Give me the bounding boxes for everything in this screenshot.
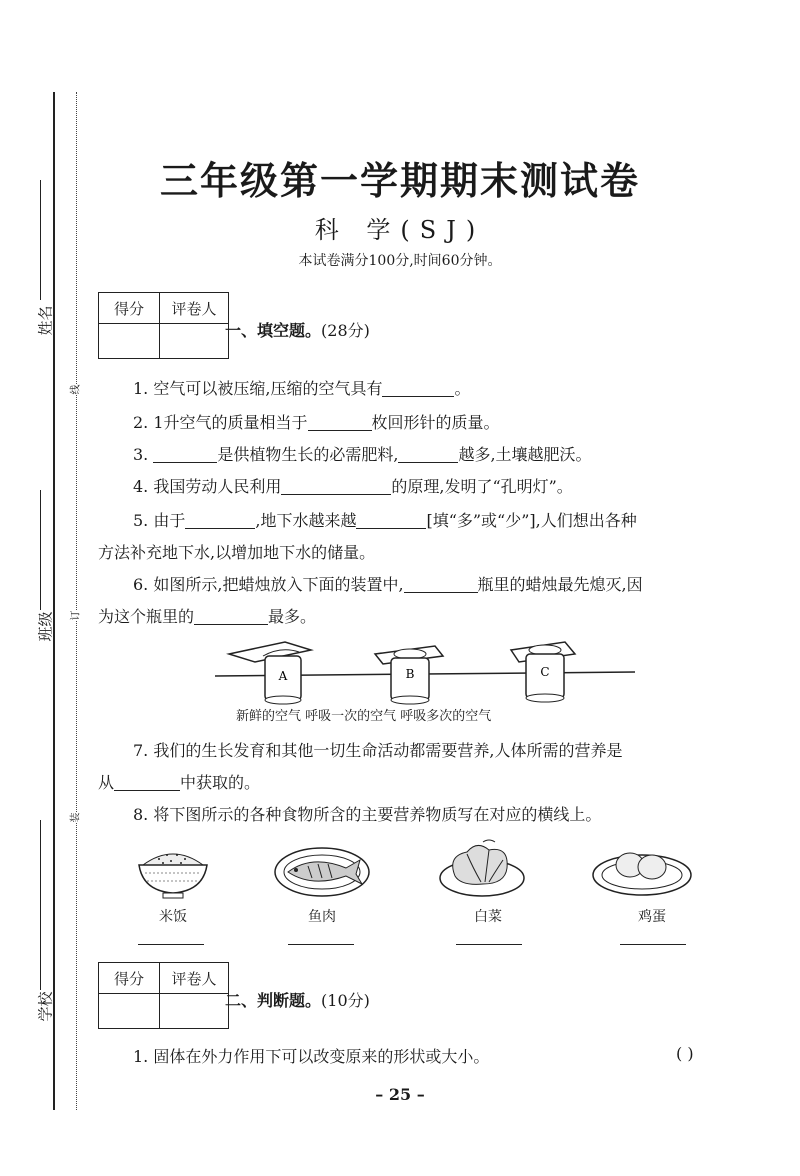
score-box-1 [98,292,229,359]
question-1-5-cont: 方法补充地下水,以增加地下水的储量。 [98,543,376,562]
class-field[interactable] [26,490,55,650]
food-answer-egg[interactable] [620,944,686,945]
answer-blank[interactable] [281,478,391,495]
question-1-1: 1. 空气可以被压缩,压缩的空气具有 。 [133,379,471,398]
fish-plate-image [272,842,372,900]
food-label-cabbage: 白菜 [474,909,502,925]
exam-note: 本试卷满分100分,时间60分钟。 [298,253,502,269]
question-1-3: 3. 是供植物生长的必需肥料, 越多,土壤越肥沃。 [133,445,592,464]
grader-header: 评卷人 [160,963,229,994]
exam-title: 三年级第一学期期末测试卷 [159,158,640,203]
grader-cell[interactable] [160,994,229,1029]
question-1-6-cont: 为这个瓶里的 最多。 [98,607,317,626]
grader-cell[interactable] [160,324,229,359]
egg-plate-image [590,843,694,899]
section-2-points: (10分) [321,991,370,1010]
name-label: 姓名 [36,305,55,336]
question-1-6: 6. 如图所示,把蜡烛放入下面的装置中, 瓶里的蜡烛最先熄灭,因 [133,575,643,594]
section-1-points: (28分) [321,321,370,340]
score-cell[interactable] [99,994,160,1029]
food-answer-rice[interactable] [138,944,204,945]
question-1-7: 7. 我们的生长发育和其他一切生命活动都需要营养,人体所需的营养是 [133,741,623,760]
score-header: 得分 [99,963,160,994]
cut-mark-bind: 订 [65,611,84,621]
jar-label-c: C [540,665,550,679]
answer-blank[interactable] [194,608,268,625]
section-1-title: 一、填空题。(28分) [225,321,370,340]
question-1-5: 5. 由于 ,地下水越来越 [填“多”或“少”],人们想出各种 [133,511,637,530]
question-1-2: 2. 1升空气的质量相当于 枚回形针的质量。 [133,413,500,432]
exam-subject: 科 学(SJ) [314,216,486,244]
jar-caption: 新鲜的空气 呼吸一次的空气 呼吸多次的空气 [236,709,492,724]
food-label-egg: 鸡蛋 [638,909,666,925]
jar-label-a: A [278,669,288,683]
jar-a [229,642,311,704]
score-header: 得分 [99,293,160,324]
answer-blank[interactable] [356,512,426,529]
grader-header: 评卷人 [160,293,229,324]
page-number: – 25 – [375,1085,425,1104]
food-answer-fish[interactable] [288,944,354,945]
score-box-2 [98,962,229,1029]
answer-blank[interactable] [153,446,217,463]
answer-blank[interactable] [404,576,478,593]
cabbage-plate-image [437,838,527,900]
cut-mark-pack: 装 [65,813,84,823]
rice-bowl-image [135,843,211,903]
question-2-1: 1. 固体在外力作用下可以改变原来的形状或大小。 [133,1047,490,1066]
food-label-rice: 米饭 [159,909,187,925]
jar-label-b: B [405,667,415,681]
answer-blank[interactable] [114,774,180,791]
candle-jar-figure [215,636,635,706]
judge-answer-1[interactable]: ( ) [676,1044,694,1063]
question-1-4: 4. 我国劳动人民利用 的原理,发明了“孔明灯”。 [133,477,573,496]
answer-blank[interactable] [185,512,255,529]
food-label-fish: 鱼肉 [308,909,336,925]
question-1-8: 8. 将下图所示的各种食物所含的主要营养物质写在对应的横线上。 [133,805,602,824]
class-label: 班级 [36,611,55,642]
section-2-title: 二、判断题。(10分) [225,991,370,1010]
school-label: 学校 [36,991,55,1022]
score-cell[interactable] [99,324,160,359]
school-field[interactable] [26,820,55,1030]
answer-blank[interactable] [308,414,372,431]
answer-blank[interactable] [398,446,458,463]
answer-blank[interactable] [382,380,454,397]
cut-mark-line: 线 [65,385,84,395]
food-answer-cabbage[interactable] [456,944,522,945]
question-1-7-cont: 从 中获取的。 [98,773,261,792]
